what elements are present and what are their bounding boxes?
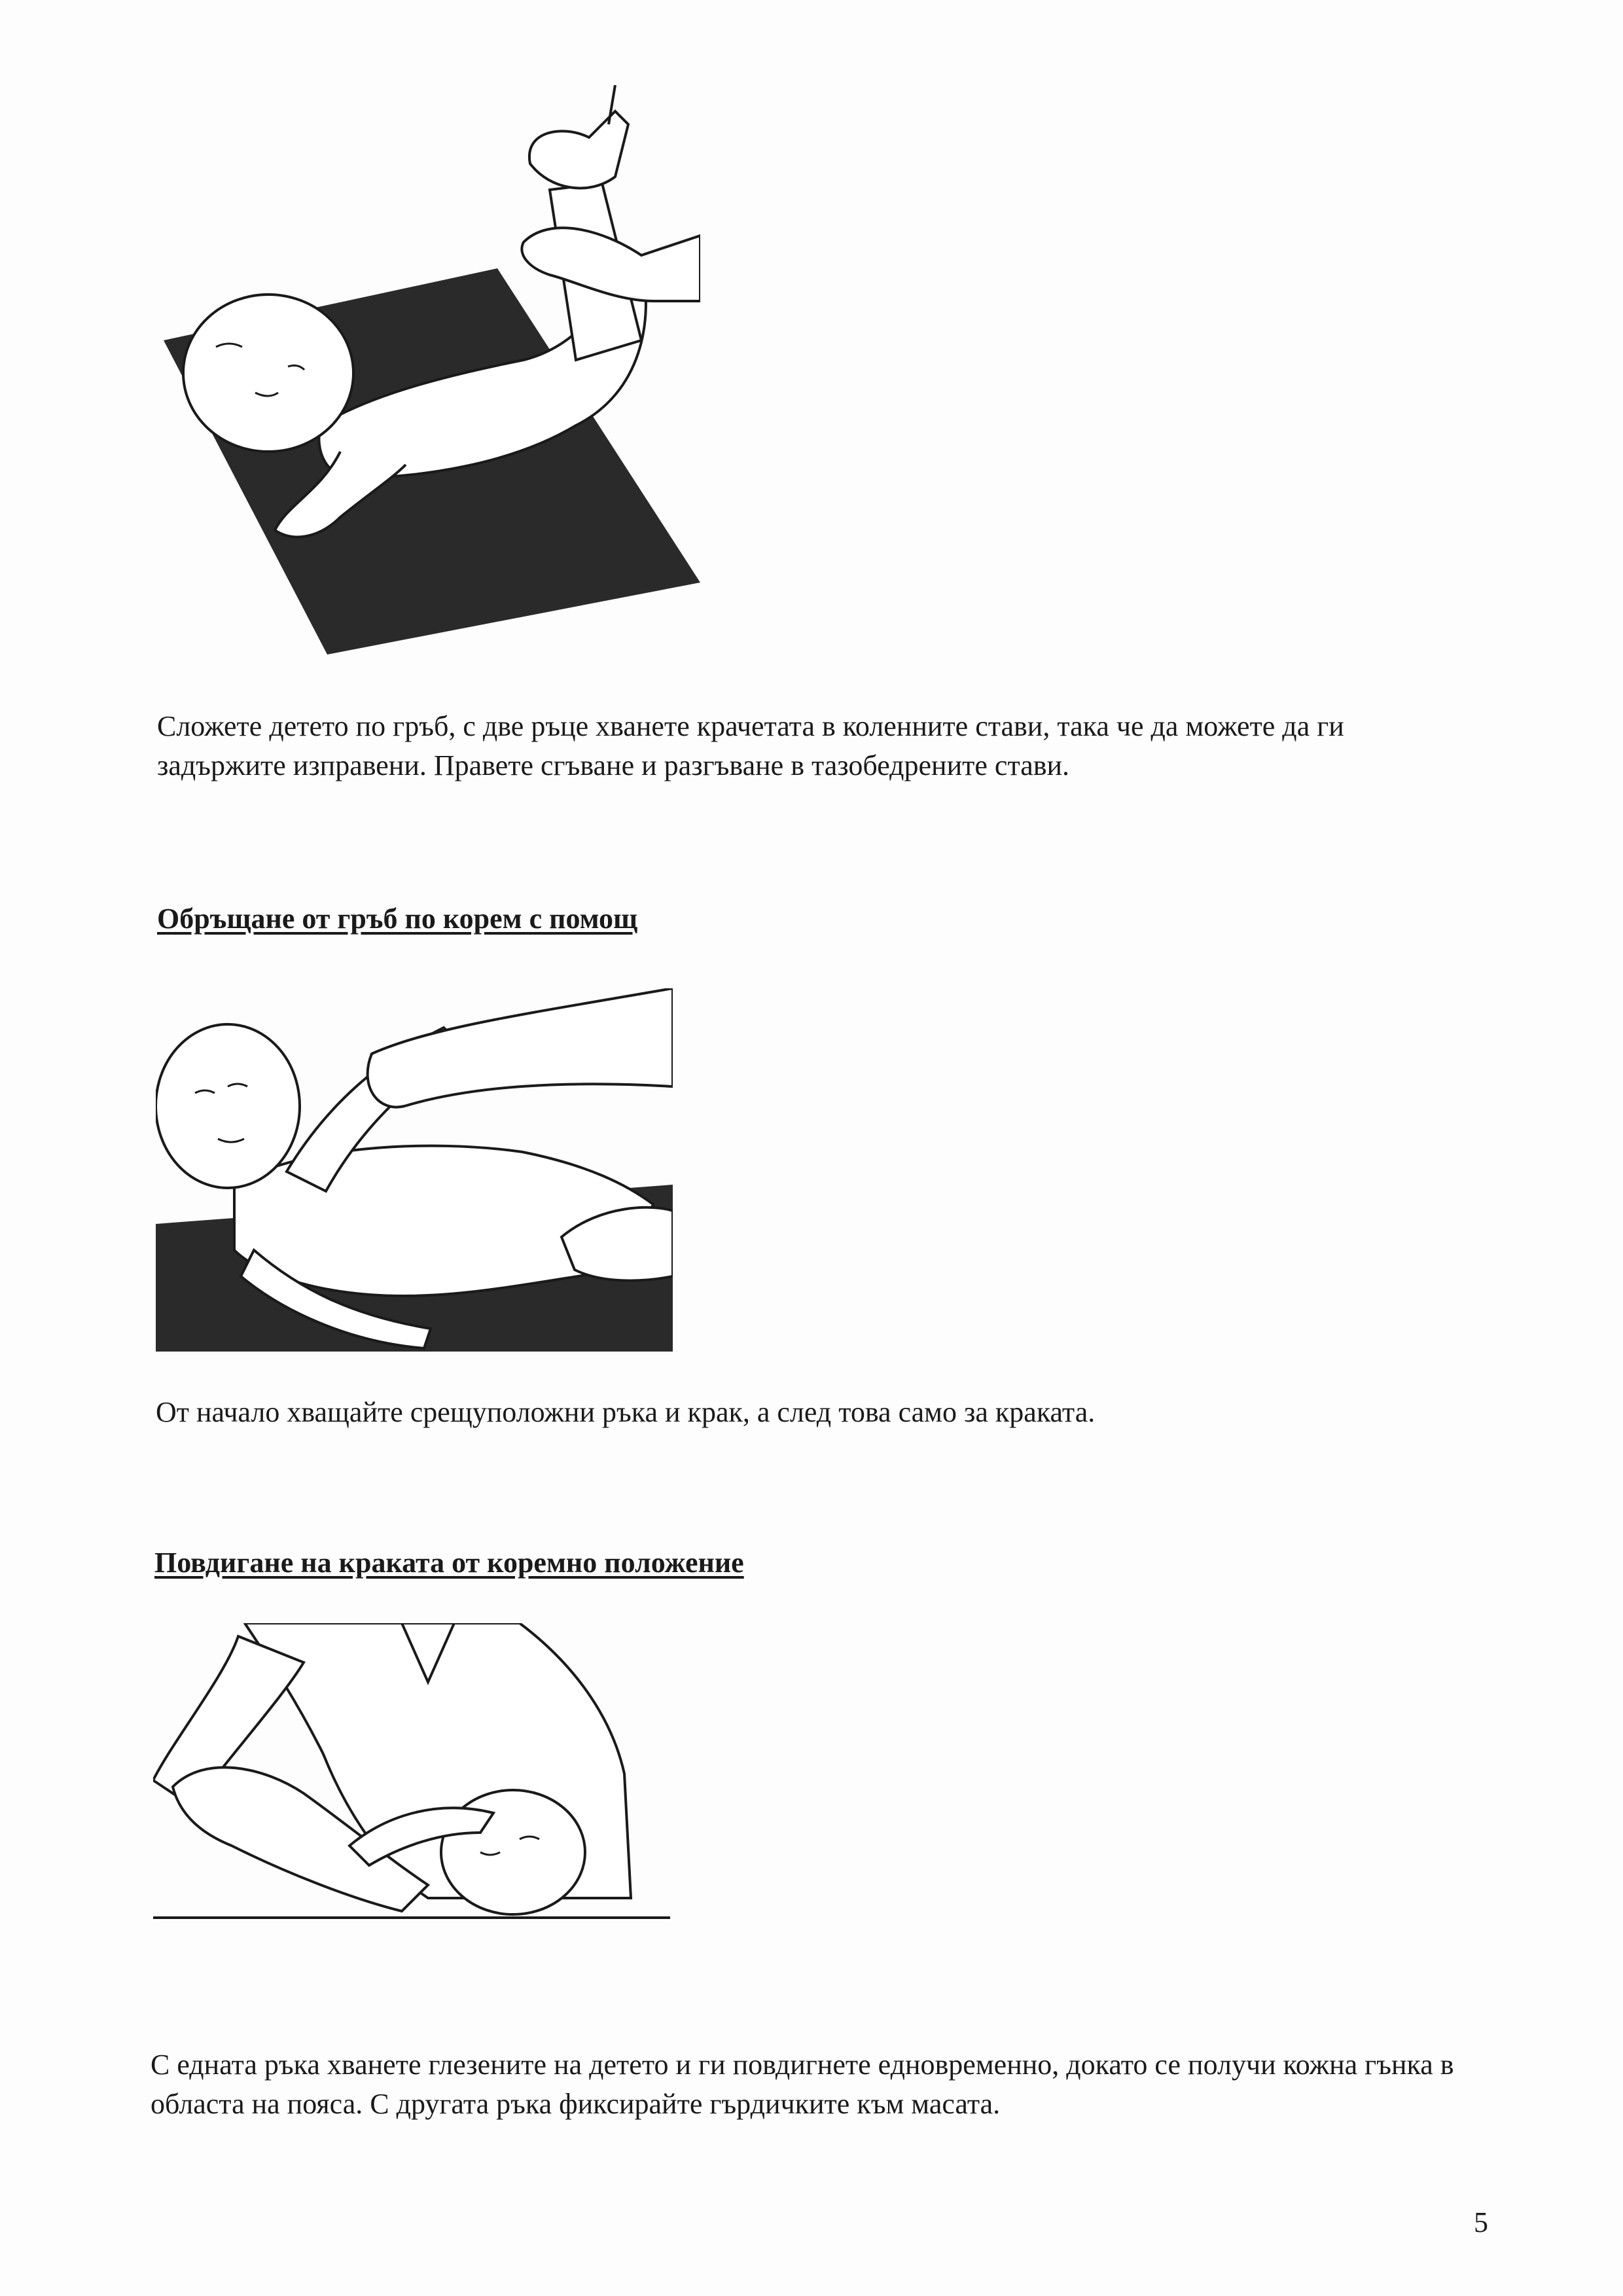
illustration-leg-lift [153,1623,670,1964]
paragraph-hip-flexion: Сложете детето по гръб, с две ръце хванете крачетата в коленните стави, така че да можете да ги задържите изправени. Правете сгъване и разгъване в тазобедрените стави. [157,710,1344,781]
adult-hand-lower [522,228,700,301]
baby-head [156,1024,300,1188]
illustration-hip-flexion [157,85,700,661]
illustration-rolling-over [156,988,673,1352]
page-number: 5 [1474,2206,1488,2238]
heading-leg-lift-prone: Повдигане на краката от коремно положение [154,1547,744,1579]
baby-head [183,295,353,452]
paragraph-leg-lift: С едната ръка хванете глезените на детето и ги повдигнете едновременно, докато се получи кожна гънка в областа на пояса. С другата ръка фиксирайте гърдичките към масата. [151,2049,1454,2120]
adult-hand-top [529,111,628,188]
adult-arm [368,988,673,1107]
heading-back-to-belly: Обръщане от гръб по корем с помощ [157,903,638,935]
paragraph-rolling-over: От начало хващайте срещуположни ръка и крак, а след това само за краката. [156,1396,1096,1428]
